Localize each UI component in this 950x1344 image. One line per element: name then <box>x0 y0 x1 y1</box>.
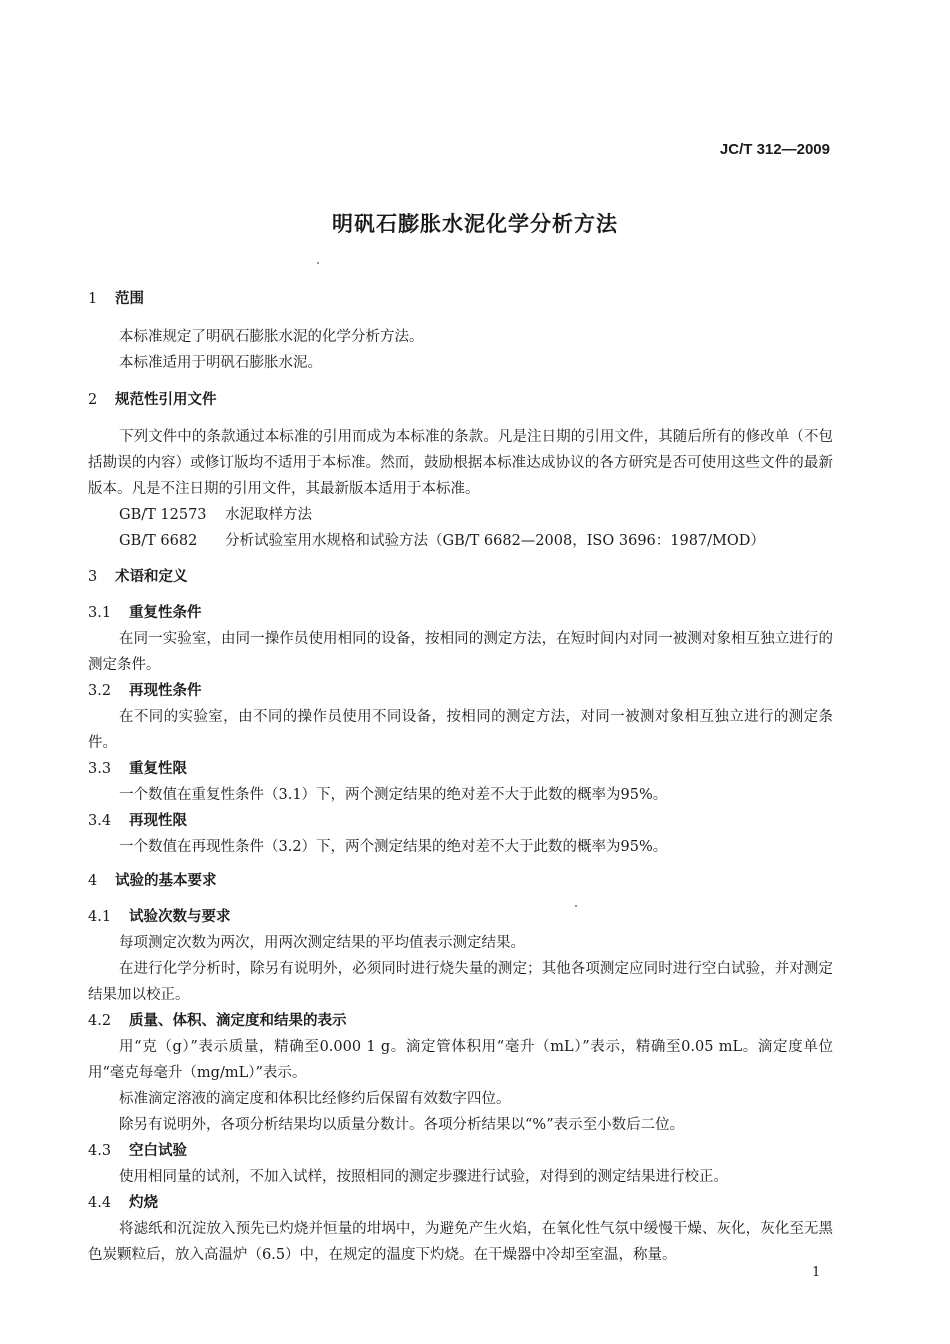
subsection-number: 4.2 <box>88 1013 112 1029</box>
document-title: 明矾石膨胀水泥化学分析方法 <box>332 212 618 236</box>
subsection-number: 3.4 <box>88 813 112 829</box>
reference-code: GB/T 12573 <box>119 507 207 523</box>
section-3 <box>88 564 833 590</box>
reference-title: 水泥取样方法 <box>225 507 312 523</box>
subsection-heading <box>88 1138 833 1164</box>
section-number: 2 <box>88 392 98 408</box>
subsection-title: 质量、体积、滴定度和结果的表示 <box>129 1013 347 1029</box>
paragraph: 一个数值在再现性条件（3.2）下，两个测定结果的绝对差不大于此数的概率为95%。 <box>119 839 668 855</box>
reference-item <box>88 502 833 528</box>
subsection-number: 4.3 <box>88 1143 112 1159</box>
subsection-title: 再现性条件 <box>129 683 202 699</box>
page-number: 1 <box>812 1265 821 1280</box>
section-4-body <box>88 904 833 1268</box>
section-title: 试验的基本要求 <box>115 873 217 889</box>
section-number: 1 <box>88 291 98 307</box>
section-heading <box>88 564 833 590</box>
subsection-number: 3.1 <box>88 605 112 621</box>
paragraph: 除另有说明外，各项分析结果均以质量分数计。各项分析结果以“%”表示至小数后二位。 <box>119 1117 685 1133</box>
subsection-title: 重复性限 <box>129 761 187 777</box>
paragraph: 一个数值在重复性条件（3.1）下，两个测定结果的绝对差不大于此数的概率为95%。 <box>119 787 668 803</box>
section-title: 范围 <box>115 291 144 307</box>
reference-code: GB/T 6682 <box>119 533 198 549</box>
subsection-heading <box>88 600 833 626</box>
subsection-heading <box>88 1190 833 1216</box>
subsection-title: 空白试验 <box>129 1143 187 1159</box>
paragraph: 本标准适用于明矾石膨胀水泥。 <box>119 355 322 371</box>
section-2-body <box>88 424 833 554</box>
subsection-heading <box>88 1008 833 1034</box>
paragraph: 在进行化学分析时，除另有说明外，必须同时进行烧失量的测定；其他各项测定应同时进行空白试验，并对测定结果加以校正。 <box>88 961 833 1003</box>
subsection-heading <box>88 678 833 704</box>
paragraph: 本标准规定了明矾石膨胀水泥的化学分析方法。 <box>119 329 424 345</box>
section-2 <box>88 387 833 413</box>
paragraph: 在不同的实验室，由不同的操作员使用不同设备，按相同的测定方法，对同一被测对象相互独立进行的测定条件。 <box>88 709 833 751</box>
section-4 <box>88 868 833 894</box>
paragraph: 用“克（g）”表示质量，精确至0.000 1 g。滴定管体积用“毫升（mL）”表示，精确至0.05 mL。滴定度单位用“毫克每毫升（mg/mL）”表示。 <box>88 1039 833 1081</box>
scan-speck <box>317 262 319 264</box>
section-number: 4 <box>88 873 98 889</box>
section-heading <box>88 868 833 894</box>
subsection-number: 3.3 <box>88 761 112 777</box>
section-heading <box>88 286 833 312</box>
paragraph: 标准滴定溶液的滴定度和体积比经修约后保留有效数字四位。 <box>119 1091 511 1107</box>
section-number: 3 <box>88 569 98 585</box>
subsection-number: 3.2 <box>88 683 112 699</box>
section-1 <box>88 286 833 312</box>
section-title: 规范性引用文件 <box>115 392 217 408</box>
subsection-number: 4.4 <box>88 1195 112 1211</box>
subsection-number: 4.1 <box>88 909 112 925</box>
subsection-title: 试验次数与要求 <box>129 909 231 925</box>
standard-code: JC/T 312—2009 <box>719 141 830 158</box>
paragraph: 下列文件中的条款通过本标准的引用而成为本标准的条款。凡是注日期的引用文件，其随后所有的修改单（不包括勘误的内容）或修订版均不适用于本标准。然而，鼓励根据本标准达成协议的各方研究是否可使用这些文件的最新版本。凡是不注日期的引用文件，其最新版本适用于本标准。 <box>88 429 833 497</box>
subsection-title: 灼烧 <box>129 1195 158 1211</box>
subsection-title: 重复性条件 <box>129 605 202 621</box>
subsection-heading <box>88 904 833 930</box>
section-title: 术语和定义 <box>115 569 188 585</box>
section-1-body <box>88 324 833 376</box>
paragraph: 在同一实验室，由同一操作员使用相同的设备，按相同的测定方法，在短时间内对同一被测对象相互独立进行的测定条件。 <box>88 631 833 673</box>
section-heading <box>88 387 833 413</box>
reference-item <box>88 528 833 554</box>
paragraph: 将滤纸和沉淀放入预先已灼烧并恒量的坩埚中，为避免产生火焰，在氧化性气氛中缓慢干燥、灰化，灰化至无黑色炭颗粒后，放入高温炉（6.5）中，在规定的温度下灼烧。在干燥器中冷却至室温，称量。 <box>88 1221 833 1263</box>
paragraph: 使用相同量的试剂，不加入试样，按照相同的测定步骤进行试验，对得到的测定结果进行校正。 <box>119 1169 728 1185</box>
subsection-heading <box>88 756 833 782</box>
reference-title: 分析试验室用水规格和试验方法（GB/T 6682—2008，ISO 3696：1987/MOD） <box>225 533 765 549</box>
section-3-body <box>88 600 833 860</box>
subsection-heading <box>88 808 833 834</box>
paragraph: 每项测定次数为两次，用两次测定结果的平均值表示测定结果。 <box>119 935 525 951</box>
subsection-title: 再现性限 <box>129 813 187 829</box>
